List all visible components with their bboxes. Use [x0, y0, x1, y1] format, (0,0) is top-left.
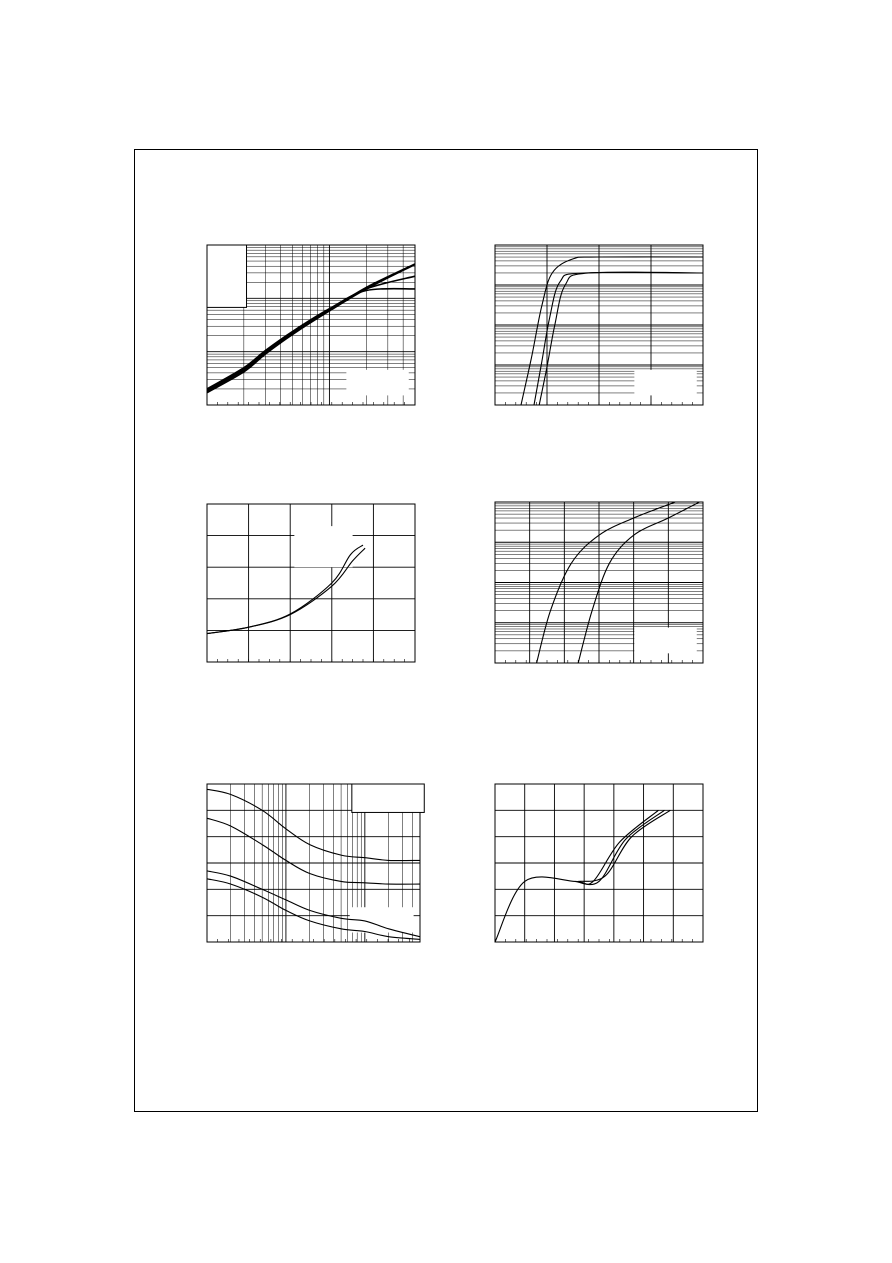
annotation-box — [634, 628, 696, 654]
chart-5 — [206, 783, 421, 943]
legend-box — [207, 245, 247, 307]
chart-2 — [494, 244, 704, 406]
series-line-2 — [207, 818, 420, 884]
chart-4 — [494, 501, 704, 664]
chart-3 — [206, 503, 416, 663]
series-line-1 — [495, 810, 658, 942]
annotation-box — [634, 370, 696, 396]
annotation-box — [294, 526, 352, 567]
annotation-box — [346, 370, 408, 396]
series-line-3 — [578, 810, 670, 881]
chart-1 — [206, 244, 416, 406]
chart-6 — [494, 783, 704, 943]
legend-box — [352, 784, 424, 812]
series-line-2 — [575, 810, 664, 884]
grid — [495, 784, 703, 942]
